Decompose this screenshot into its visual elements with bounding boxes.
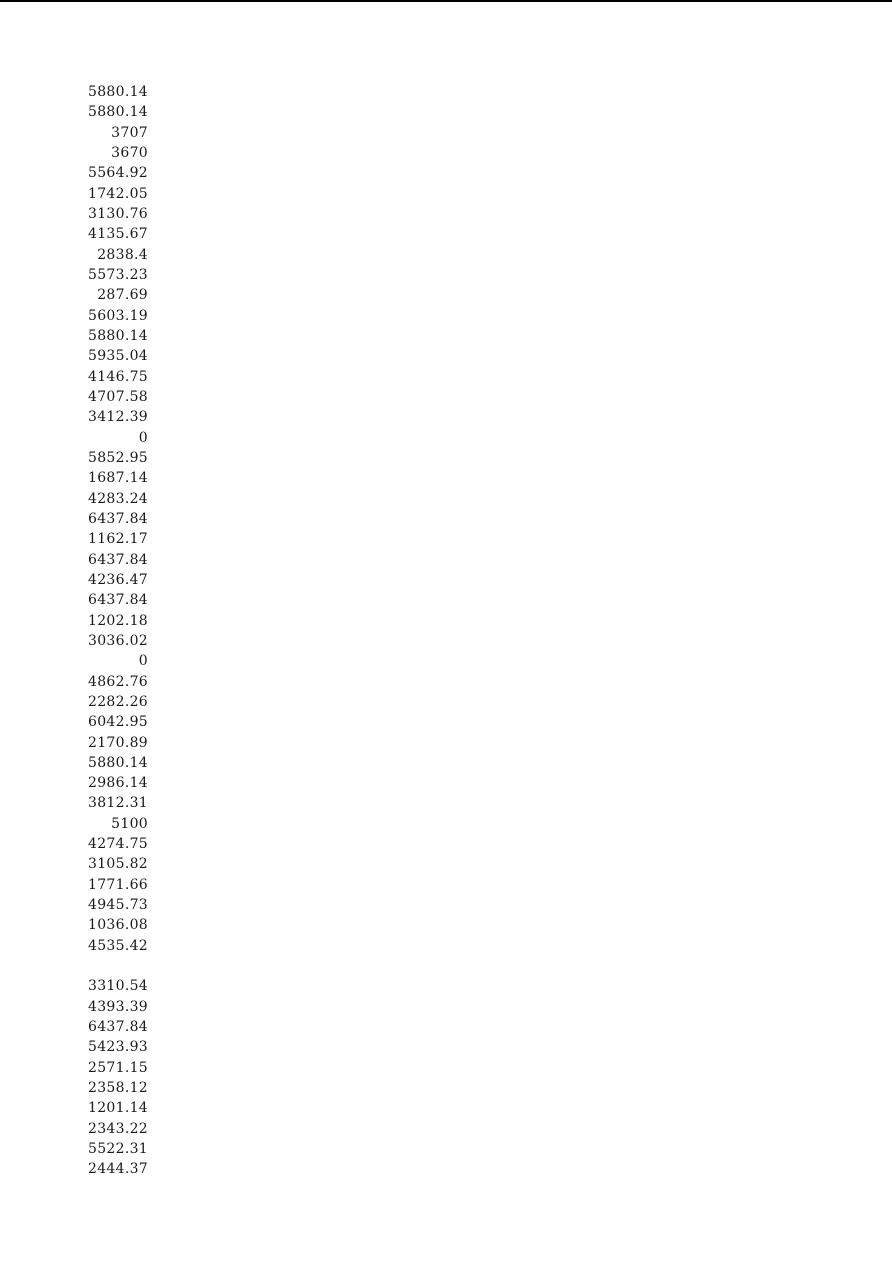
value-cell: 2282.26 [88,693,148,710]
top-border-line [0,0,892,2]
value-cell: 2343.22 [88,1120,148,1137]
value-cell: 4945.73 [88,897,148,914]
value-cell: 4146.75 [88,368,148,385]
value-cell [66,956,148,976]
value-cell: 3310.54 [88,978,148,995]
value-cell: 2444.37 [88,1161,148,1178]
value-cell: 6437.84 [88,551,148,568]
value-cell: 1687.14 [88,470,148,487]
value-cell: 5603.19 [88,307,148,324]
value-cell: 3105.82 [88,856,148,873]
value-cell: 5423.93 [88,1039,148,1056]
value-cell: 3812.31 [88,795,148,812]
value-cell: 6437.84 [88,1019,148,1036]
value-cell: 3670 [111,144,148,161]
value-cell: 287.69 [97,287,148,304]
value-cell: 3412.39 [88,409,148,426]
value-cell: 6437.84 [88,510,148,527]
value-cell: 5935.04 [88,348,148,365]
value-cell: 4274.75 [88,836,148,853]
value-cell: 4535.42 [88,937,148,954]
value-cell: 0 [138,429,148,446]
value-cell: 0 [138,653,148,670]
value-cell: 4135.67 [88,226,148,243]
value-cell: 3707 [111,124,148,141]
value-cell: 5852.95 [88,449,148,466]
value-cell: 2358.12 [88,1080,148,1097]
value-cell: 5880.14 [88,104,148,121]
value-cell: 1162.17 [88,531,148,548]
value-cell: 2170.89 [88,734,148,751]
value-cell: 3130.76 [88,205,148,222]
value-cell: 5880.14 [88,84,148,100]
value-cell: 4283.24 [88,490,148,507]
value-cell: 4236.47 [88,571,148,588]
value-cell: 5573.23 [88,266,148,283]
value-cell: 3036.02 [88,632,148,649]
value-cell: 5880.14 [88,327,148,344]
value-cell: 6042.95 [88,714,148,731]
value-cell: 1201.14 [88,1100,148,1117]
value-cell: 1771.66 [88,876,148,893]
value-cell: 5564.92 [88,165,148,182]
value-cell: 2571.15 [88,1059,148,1076]
value-cell: 1036.08 [88,917,148,934]
value-cell: 6437.84 [88,592,148,609]
value-cell: 5522.31 [88,1141,148,1158]
value-cell: 2986.14 [88,775,148,792]
value-cell: 1202.18 [88,612,148,629]
value-column [66,82,148,1180]
value-cell: 2838.4 [97,246,148,263]
value-cell: 4862.76 [88,673,148,690]
value-cell: 5100 [111,815,148,832]
value-cell: 1742.05 [88,185,148,202]
value-cell: 4393.39 [88,998,148,1015]
value-cell: 5880.14 [88,754,148,771]
value-cell: 4707.58 [88,388,148,405]
